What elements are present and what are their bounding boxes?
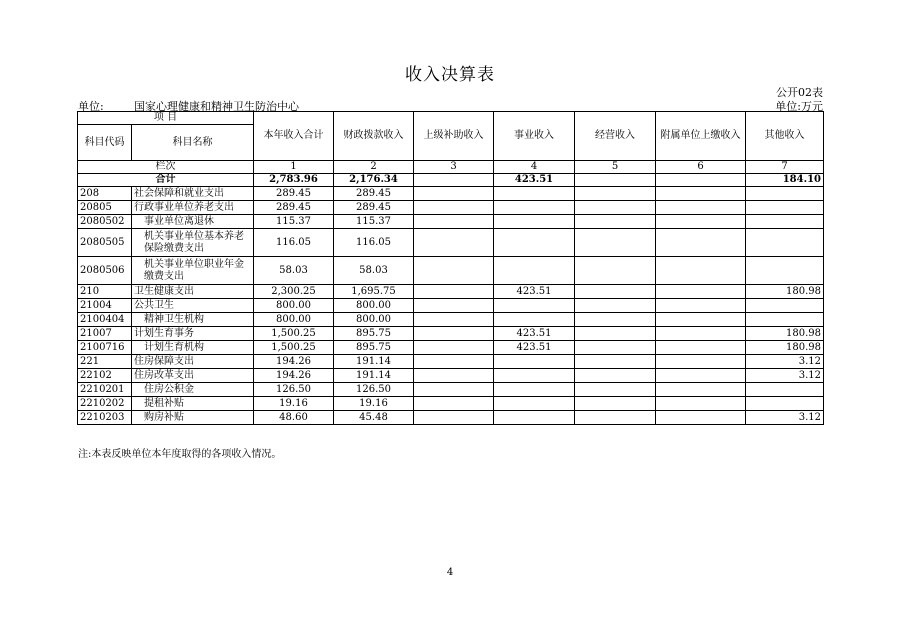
- cell-value: 2,300.25: [254, 285, 334, 299]
- cell-value: 194.26: [254, 355, 334, 369]
- subject-name: 机关事业单位职业年金缴费支出: [132, 257, 254, 285]
- cell-value: [656, 397, 746, 411]
- unit-name: 国家心理健康和精神卫生防治中心: [134, 100, 299, 113]
- cell-value: [414, 201, 494, 215]
- cell-value: [494, 355, 575, 369]
- cell-value: [414, 187, 494, 201]
- subject-name: 计划生育机构: [132, 341, 254, 355]
- cell-value: 180.98: [746, 285, 824, 299]
- cell-value: [575, 257, 656, 285]
- cell-value: [414, 411, 494, 425]
- cell-value: [575, 313, 656, 327]
- cell-value: [656, 299, 746, 313]
- cell-value: 191.14: [334, 355, 414, 369]
- cell-value: [494, 187, 575, 201]
- col-number: 7: [746, 161, 824, 174]
- cell-value: 3.12: [746, 411, 824, 425]
- cell-value: [494, 383, 575, 397]
- cell-value: 3.12: [746, 369, 824, 383]
- form-code: 公开02表: [776, 86, 823, 99]
- cell-value: 289.45: [254, 187, 334, 201]
- cell-value: [494, 369, 575, 383]
- subject-name: 住房公积金: [132, 383, 254, 397]
- header-col-other: 其他收入: [746, 112, 824, 161]
- subject-name: 住房改革支出: [132, 369, 254, 383]
- cell-value: [575, 285, 656, 299]
- subject-code: 2100404: [78, 313, 132, 327]
- subject-code: 2080505: [78, 229, 132, 257]
- header-name: 科目名称: [132, 125, 254, 161]
- cell-value: [494, 257, 575, 285]
- cell-value: [746, 215, 824, 229]
- subject-code: 21007: [78, 327, 132, 341]
- cell-value: [575, 215, 656, 229]
- subject-name: 社会保障和就业支出: [132, 187, 254, 201]
- header-col-operating: 经营收入: [575, 112, 656, 161]
- cell-value: 423.51: [494, 341, 575, 355]
- cell-value: 289.45: [254, 201, 334, 215]
- cell-value: [656, 355, 746, 369]
- cell-value: [494, 411, 575, 425]
- cell-value: 800.00: [334, 299, 414, 313]
- total-label: 合计: [78, 174, 254, 187]
- subject-name: 购房补贴: [132, 411, 254, 425]
- cell-value: [575, 327, 656, 341]
- col-number: 5: [575, 161, 656, 174]
- cell-value: [575, 411, 656, 425]
- cell-value: [746, 383, 824, 397]
- cell-value: [575, 341, 656, 355]
- col-number: 3: [414, 161, 494, 174]
- cell-value: 289.45: [334, 201, 414, 215]
- cell-value: 800.00: [254, 313, 334, 327]
- subject-code: 2210203: [78, 411, 132, 425]
- cell-value: [494, 201, 575, 215]
- currency-unit: 单位:万元: [775, 100, 823, 113]
- table-row: [78, 257, 824, 285]
- cell-value: [414, 327, 494, 341]
- header-col-business: 事业收入: [494, 112, 575, 161]
- cell-value: [656, 285, 746, 299]
- cell-value: 895.75: [334, 341, 414, 355]
- subject-code: 2210201: [78, 383, 132, 397]
- cell-value: [656, 313, 746, 327]
- column-number-row: [78, 161, 824, 174]
- cell-value: 19.16: [254, 397, 334, 411]
- cell-value: [575, 201, 656, 215]
- col-number: 6: [656, 161, 746, 174]
- table-row: [78, 215, 824, 229]
- cell-value: [575, 383, 656, 397]
- cell-value: 895.75: [334, 327, 414, 341]
- table-row: [78, 201, 824, 215]
- subject-code: 22102: [78, 369, 132, 383]
- subject-name: 提租补贴: [132, 397, 254, 411]
- cell-value: [414, 383, 494, 397]
- table-row: [78, 187, 824, 201]
- cell-value: 116.05: [254, 229, 334, 257]
- cell-value: 191.14: [334, 369, 414, 383]
- subject-name: 机关事业单位基本养老保险缴费支出: [132, 229, 254, 257]
- header-code: 科目代码: [78, 125, 132, 161]
- table-row: [78, 313, 824, 327]
- cell-value: 115.37: [254, 215, 334, 229]
- subject-name: 卫生健康支出: [132, 285, 254, 299]
- header-col-total: 本年收入合计: [254, 112, 334, 161]
- cell-value: 1,500.25: [254, 341, 334, 355]
- table-row: [78, 369, 824, 383]
- cell-value: 45.48: [334, 411, 414, 425]
- cell-value: [656, 187, 746, 201]
- cell-value: [656, 257, 746, 285]
- header-col-superior: 上级补助收入: [414, 112, 494, 161]
- cell-value: [414, 215, 494, 229]
- cell-value: [656, 215, 746, 229]
- cell-value: [575, 369, 656, 383]
- subject-code: 2210202: [78, 397, 132, 411]
- cell-value: [656, 229, 746, 257]
- cell-value: 1,500.25: [254, 327, 334, 341]
- cell-value: [575, 397, 656, 411]
- header-col-fiscal: 财政拨款收入: [334, 112, 414, 161]
- subject-code: 20805: [78, 201, 132, 215]
- cell-value: [656, 201, 746, 215]
- page-title: 收入决算表: [405, 65, 495, 85]
- footnote: 注:本表反映单位本年度取得的各项收入情况。: [78, 449, 282, 460]
- col-number: 1: [254, 161, 334, 174]
- cell-value: [414, 369, 494, 383]
- table-row: [78, 397, 824, 411]
- cell-value: 194.26: [254, 369, 334, 383]
- cell-value: [414, 355, 494, 369]
- cell-value: [746, 257, 824, 285]
- total-value: [414, 174, 494, 187]
- cell-value: 126.50: [334, 383, 414, 397]
- cell-value: [746, 313, 824, 327]
- cell-value: [746, 397, 824, 411]
- total-row: [78, 174, 824, 187]
- cell-value: [575, 355, 656, 369]
- cell-value: 180.98: [746, 327, 824, 341]
- cell-value: 289.45: [334, 187, 414, 201]
- cell-value: [656, 411, 746, 425]
- table-row: [78, 299, 824, 313]
- table-row: [78, 355, 824, 369]
- total-value: 423.51: [494, 174, 575, 187]
- table-body: [78, 112, 824, 425]
- cell-value: 115.37: [334, 215, 414, 229]
- table-row: [78, 383, 824, 397]
- cell-value: 1,695.75: [334, 285, 414, 299]
- cell-value: 58.03: [254, 257, 334, 285]
- subject-name: 计划生育事务: [132, 327, 254, 341]
- income-table: [77, 111, 824, 425]
- table-row: [78, 411, 824, 425]
- cell-value: 19.16: [334, 397, 414, 411]
- col-number: 4: [494, 161, 575, 174]
- cell-value: [575, 229, 656, 257]
- cell-value: [746, 187, 824, 201]
- cell-value: 58.03: [334, 257, 414, 285]
- subject-name: 住房保障支出: [132, 355, 254, 369]
- table-row: [78, 229, 824, 257]
- subject-code: 2080506: [78, 257, 132, 285]
- total-value: 2,176.34: [334, 174, 414, 187]
- cell-value: 180.98: [746, 341, 824, 355]
- cell-value: [414, 313, 494, 327]
- total-value: 2,783.96: [254, 174, 334, 187]
- cell-value: [494, 397, 575, 411]
- cell-value: [494, 215, 575, 229]
- cell-value: 423.51: [494, 327, 575, 341]
- subject-code: 2080502: [78, 215, 132, 229]
- subject-code: 2100716: [78, 341, 132, 355]
- cell-value: 800.00: [334, 313, 414, 327]
- cell-value: [575, 299, 656, 313]
- cell-value: [656, 327, 746, 341]
- cell-value: [414, 397, 494, 411]
- subject-name: 事业单位离退休: [132, 215, 254, 229]
- subject-code: 208: [78, 187, 132, 201]
- table-row: [78, 341, 824, 355]
- page-number: 4: [446, 567, 454, 578]
- cell-value: [575, 187, 656, 201]
- header-row-top: [78, 112, 824, 125]
- cell-value: [494, 229, 575, 257]
- subject-name: 精神卫生机构: [132, 313, 254, 327]
- subject-code: 21004: [78, 299, 132, 313]
- cell-value: [414, 299, 494, 313]
- cell-value: [414, 229, 494, 257]
- cell-value: [414, 285, 494, 299]
- cell-value: [746, 229, 824, 257]
- cell-value: [746, 299, 824, 313]
- col-number: 2: [334, 161, 414, 174]
- header-item: 项 目: [78, 112, 254, 125]
- subject-name: 行政事业单位养老支出: [132, 201, 254, 215]
- cell-value: 800.00: [254, 299, 334, 313]
- unit-label: 单位:: [78, 100, 104, 113]
- cell-value: 48.60: [254, 411, 334, 425]
- cell-value: 116.05: [334, 229, 414, 257]
- table-row: [78, 285, 824, 299]
- total-value: [575, 174, 656, 187]
- row-label: 栏次: [78, 161, 254, 174]
- cell-value: [746, 201, 824, 215]
- cell-value: [414, 257, 494, 285]
- cell-value: [494, 313, 575, 327]
- cell-value: [494, 299, 575, 313]
- cell-value: 423.51: [494, 285, 575, 299]
- cell-value: [656, 369, 746, 383]
- cell-value: [414, 341, 494, 355]
- cell-value: [656, 341, 746, 355]
- total-value: 184.10: [746, 174, 824, 187]
- cell-value: 126.50: [254, 383, 334, 397]
- total-value: [656, 174, 746, 187]
- subject-code: 210: [78, 285, 132, 299]
- cell-value: [656, 383, 746, 397]
- header-col-affiliated: 附属单位上缴收入: [656, 112, 746, 161]
- cell-value: 3.12: [746, 355, 824, 369]
- subject-code: 221: [78, 355, 132, 369]
- table-row: [78, 327, 824, 341]
- subject-name: 公共卫生: [132, 299, 254, 313]
